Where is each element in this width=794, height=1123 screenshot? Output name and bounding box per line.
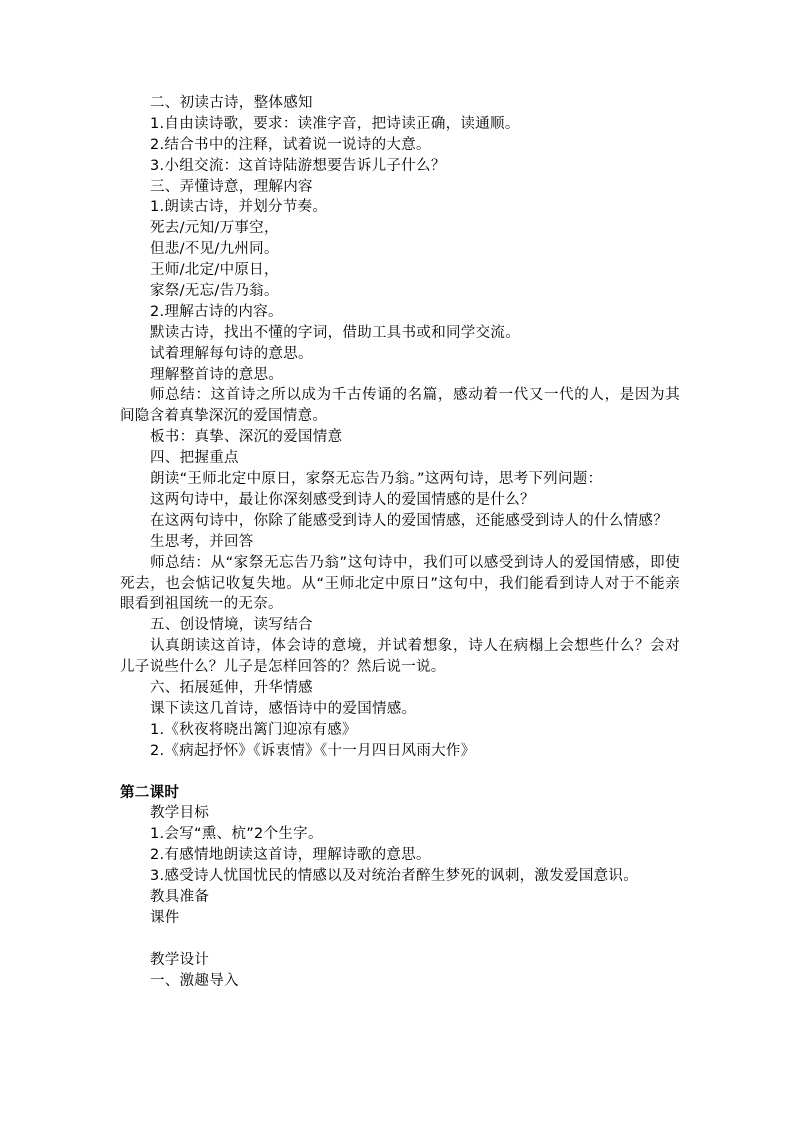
section-heading: 教学目标 (150, 805, 210, 822)
list-item: 1.会写“熏、杭”2个生字。 (150, 826, 323, 843)
list-item: 1.朗读古诗，并划分节奏。 (150, 199, 328, 216)
paragraph: 朗读“王师北定中原日，家祭无忘告乃翁。”这两句诗，思考下列问题： (150, 471, 603, 488)
paragraph: 课件 (150, 909, 180, 926)
paragraph: 默读古诗，找出不懂的字词，借助工具书或和同学交流。 (150, 324, 520, 341)
spacer (120, 762, 680, 783)
list-item: 1.自由读诗歌，要求：读准字音，把诗读正确，读通顺。 (150, 115, 520, 132)
list-item: 2.理解古诗的内容。 (150, 303, 283, 320)
paragraph: 试着理解每句诗的意思。 (150, 345, 313, 362)
poem-line: 死去/元知/万事空， (150, 220, 279, 237)
list-item: 2.有感情地朗读这首诗，理解诗歌的意思。 (150, 847, 431, 864)
paragraph: 理解整首诗的意思。 (150, 366, 284, 383)
list-item: 1.《秋夜将晓出篱门迎凉有感》 (150, 721, 357, 738)
list-item: 2.结合书中的注释，试着说一说诗的大意。 (150, 136, 431, 153)
section-heading: 四、把握重点 (150, 450, 239, 467)
paragraph: 课下读这几首诗，感悟诗中的爱国情感。 (150, 700, 417, 717)
section-heading: 六、拓展延伸，升华情感 (150, 680, 313, 697)
spacer (120, 929, 680, 950)
poem-line: 家祭/无忘/告乃翁。 (150, 283, 279, 300)
section-heading: 二、初读古诗，整体感知 (150, 95, 313, 111)
section-heading: 教具准备 (150, 888, 210, 905)
section-heading: 一、激趣导入 (150, 972, 239, 989)
lesson-title: 第二课时 (120, 784, 180, 801)
poem-line: 王师/北定/中原日， (150, 262, 279, 279)
list-item: 2.《病起抒怀》《诉衷情》《十一月四日风雨大作》 (150, 742, 476, 759)
paragraph: 生思考，并回答 (150, 533, 254, 550)
question: 在这两句诗中，你除了能感受到诗人的爱国情感，还能感受到诗人的什么情感？ (150, 512, 668, 529)
list-item: 3.感受诗人忧国忧民的情感以及对统治者醉生梦死的讽刺，激发爱国意识。 (150, 868, 639, 885)
poem-line: 但悲/不见/九州同。 (150, 241, 279, 258)
board-note: 板书：真挚、深沉的爱国情意 (150, 429, 343, 446)
list-item: 3.小组交流：这首诗陆游想要告诉儿子什么？ (150, 157, 446, 174)
section-heading: 教学设计 (150, 951, 210, 968)
question: 这两句诗中，最让你深刻感受到诗人的爱国情感的是什么？ (150, 491, 535, 508)
section-heading: 五、创设情境，读写结合 (150, 617, 313, 634)
section-heading: 三、弄懂诗意，理解内容 (150, 178, 313, 195)
teacher-summary: 师总结：这首诗之所以成为千古传诵的名篇，感动着一代又一代的人，是因为其间隐含着真挚深沉的爱国情意。 (120, 387, 680, 425)
teacher-summary: 师总结：从“家祭无忘告乃翁”这句诗中，我们可以感受到诗人的爱国情感，即使死去，也会惦记收复失地。从“王师北定中原日”这句中，我们能看到诗人对于不能亲眼看到祖国统一的无奈。 (120, 554, 680, 613)
document-body (120, 93, 680, 991)
paragraph: 认真朗读这首诗，体会诗的意境，并试着想象，诗人在病榻上会想些什么？会对儿子说些什么？儿子是怎样回答的？然后说一说。 (120, 638, 680, 676)
